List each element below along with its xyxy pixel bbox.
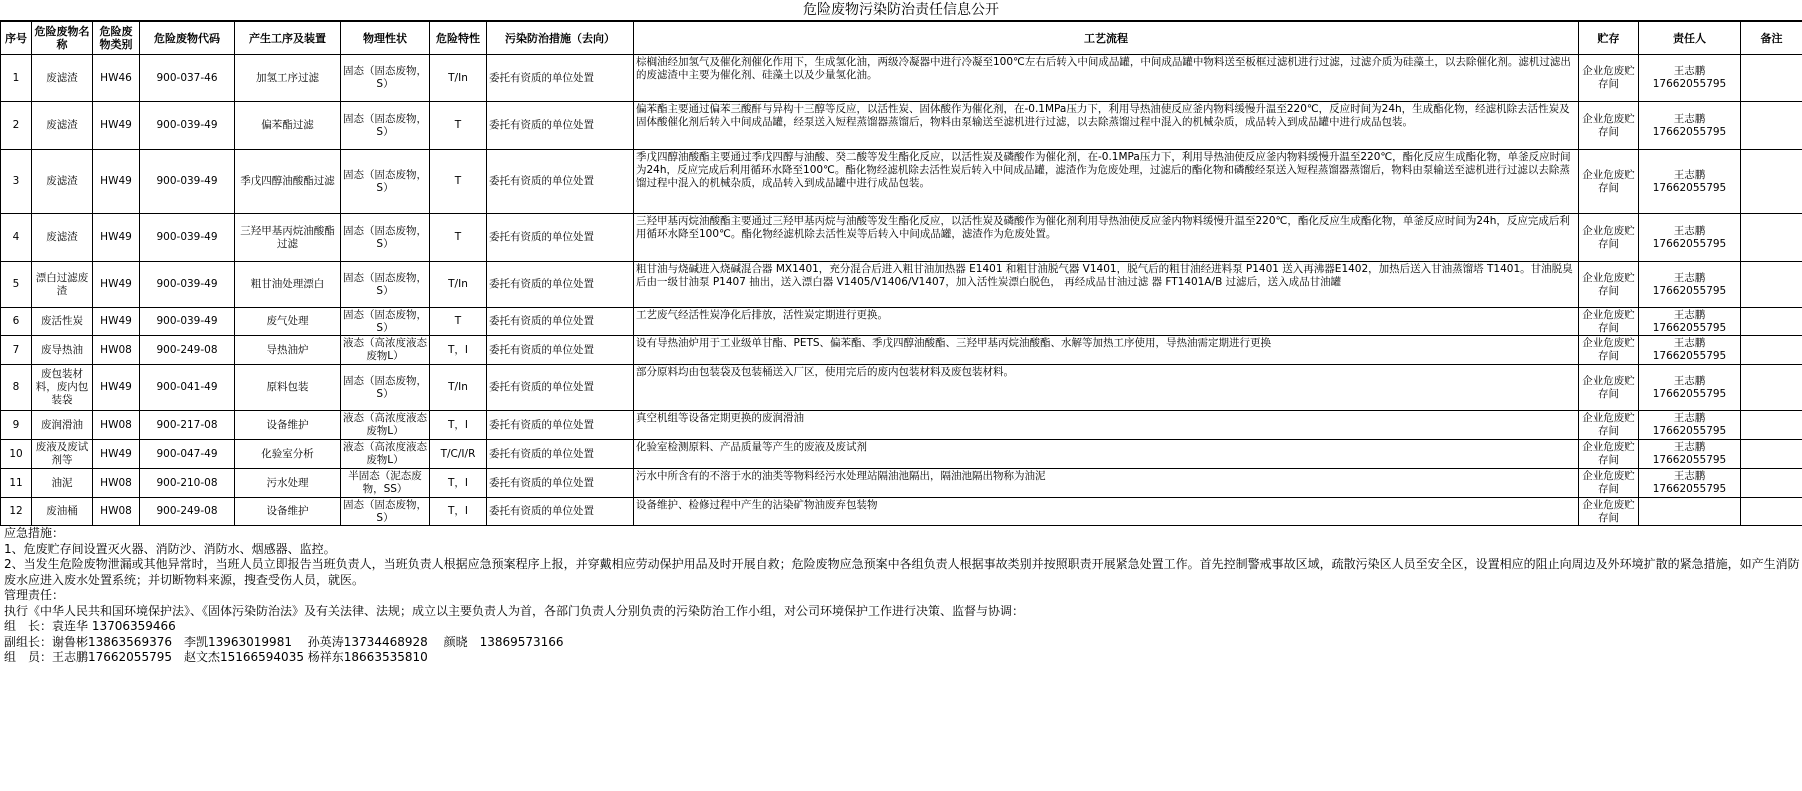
cell-process: 工艺废气经活性炭净化后排放，活性炭定期进行更换。 — [634, 308, 1579, 336]
cell-process: 偏苯酯主要通过偏苯三酸酐与异构十三醇等反应，以活性炭、固体酸作为催化剂，在-0.1MPa压力下，利用导热油使反应釜内物料缓慢升温至220℃，反应时间为24h，生成酯化物，经滤机除去活性炭及固体酸催化剂后转入中间成品罐，经泵送入短程蒸馏器蒸馏后，物料由泵输送至滤机进行过滤，以去除蒸馏过程中混入的机械杂质，成品转入到成品罐中进行成品包装。 — [634, 102, 1579, 150]
cell-storage: 企业危废贮存间 — [1579, 440, 1639, 469]
table-row — [1, 440, 1802, 469]
cell-storage: 企业危废贮存间 — [1579, 411, 1639, 440]
cell-code: 900-249-08 — [140, 336, 235, 365]
cell-hazard: T — [430, 102, 487, 150]
cell-source: 设备维护 — [235, 498, 341, 526]
cell-source: 原料包装 — [235, 365, 341, 411]
cell-category: HW46 — [93, 55, 140, 102]
cell-source: 粗甘油处理漂白 — [235, 262, 341, 308]
cell-category: HW49 — [93, 262, 140, 308]
cell-process: 部分原料均由包装袋及包装桶送入厂区，使用完后的废内包装材料及废包装材料。 — [634, 365, 1579, 411]
responsible-name: 王志鹏 — [1673, 308, 1706, 321]
responsible-name: 王志鹏 — [1673, 168, 1706, 181]
responsible-phone: 17662055795 — [1652, 387, 1727, 400]
cell-measure: 委托有资质的单位处置 — [487, 308, 634, 336]
cell-category: HW49 — [93, 440, 140, 469]
cell-name: 废滤渣 — [32, 214, 93, 262]
cell-physical: 液态（高浓度液态废物L） — [341, 336, 430, 365]
table-row — [1, 150, 1802, 214]
cell-hazard: T/In — [430, 55, 487, 102]
cell-hazard: T，I — [430, 469, 487, 498]
responsible-phone: 17662055795 — [1652, 350, 1727, 362]
cell-measure: 委托有资质的单位处置 — [487, 498, 634, 526]
cell-responsible — [1639, 469, 1741, 498]
header-name: 危险废物名称 — [32, 22, 93, 55]
header-hazard: 危险特性 — [430, 22, 487, 55]
note-line: 管理责任： — [4, 588, 65, 602]
cell-name: 废滤渣 — [32, 55, 93, 102]
header-physical: 物理性状 — [341, 22, 430, 55]
header-storage: 贮存 — [1579, 22, 1639, 55]
cell-category: HW49 — [93, 365, 140, 411]
responsible-phone: 17662055795 — [1652, 425, 1727, 437]
responsible-name: 王志鹏 — [1673, 412, 1706, 424]
cell-responsible — [1639, 498, 1741, 526]
header-measure: 污染防治措施（去向） — [487, 22, 634, 55]
cell-category: HW49 — [93, 308, 140, 336]
cell-process: 设有导热油炉用于工业级单甘酯、PETS、偏苯酯、季戊四醇油酸酯、三羟甲基丙烷油酸酯、水解等加热工序使用，导热油需定期进行更换 — [634, 336, 1579, 365]
cell-category: HW49 — [93, 150, 140, 214]
responsible-name: 王志鹏 — [1673, 224, 1706, 237]
cell-physical: 固态（固态废物，S） — [341, 262, 430, 308]
cell-responsible — [1639, 336, 1741, 365]
cell-process: 粗甘油与烧碱进入烧碱混合器 MX1401，充分混合后进入粗甘油加热器 E1401 和粗甘油脱气器 V1401，脱气后的粗甘油经进料泵 P1401 送入再沸器E1402，加热后送入甘油蒸馏塔 T1401。甘油脱臭后由一级甘油泵 P1407 抽出，送入漂白器 V1405/V1406/V1407，加入活性炭漂白脱色， 再经成品甘油过滤 器 FT1401A/B 过滤后，送入成品甘油罐 — [634, 262, 1579, 308]
cell-source: 废气处理 — [235, 308, 341, 336]
cell-measure: 委托有资质的单位处置 — [487, 102, 634, 150]
note-line: 副组长：谢鲁彬13863569376 李凯13963019981 孙英涛13734468928 颜晓 13869573166 — [4, 634, 564, 649]
cell-seq: 11 — [1, 469, 32, 498]
cell-hazard: T，I — [430, 336, 487, 365]
cell-hazard: T — [430, 214, 487, 262]
responsible-phone: 17662055795 — [1652, 483, 1727, 495]
header-process: 工艺流程 — [634, 22, 1579, 55]
cell-physical: 固态（固态废物，S） — [341, 214, 430, 262]
cell-responsible — [1639, 308, 1741, 336]
table-header-row — [1, 22, 1802, 55]
table-row — [1, 102, 1802, 150]
cell-remark — [1741, 262, 1802, 308]
responsible-name: 王志鹏 — [1673, 470, 1706, 482]
cell-remark — [1741, 55, 1802, 102]
responsible-name: 王志鹏 — [1673, 271, 1706, 284]
cell-process: 真空机组等设备定期更换的废润滑油 — [634, 411, 1579, 440]
cell-storage: 企业危废贮存间 — [1579, 365, 1639, 411]
cell-physical: 固态（固态废物，S） — [341, 365, 430, 411]
cell-name: 废油桶 — [32, 498, 93, 526]
cell-responsible — [1639, 102, 1741, 150]
cell-storage: 企业危废贮存间 — [1579, 150, 1639, 214]
cell-hazard: T — [430, 150, 487, 214]
cell-code: 900-039-49 — [140, 102, 235, 150]
cell-name: 废包装材料，废内包装袋 — [32, 365, 93, 411]
cell-seq: 6 — [1, 308, 32, 336]
cell-hazard: T，I — [430, 411, 487, 440]
cell-remark — [1741, 440, 1802, 469]
cell-remark — [1741, 336, 1802, 365]
cell-source: 化验室分析 — [235, 440, 341, 469]
cell-name: 油泥 — [32, 469, 93, 498]
responsible-phone: 17662055795 — [1652, 181, 1727, 194]
cell-remark — [1741, 411, 1802, 440]
note-line: 1、危废贮存间设置灭火器、消防沙、消防水、烟感器、监控。 — [4, 541, 336, 556]
responsible-phone: 17662055795 — [1652, 78, 1727, 90]
cell-source: 季戊四醇油酸酯过滤 — [235, 150, 341, 214]
table-row — [1, 55, 1802, 102]
note-line: 组 员：王志鹏17662055795 赵文杰15166594035 杨祥东18663535810 — [4, 650, 428, 664]
cell-process: 化验室检测原料、产品质量等产生的废液及废试剂 — [634, 440, 1579, 469]
header-source: 产生工序及装置 — [235, 22, 341, 55]
cell-hazard: T — [430, 308, 487, 336]
cell-remark — [1741, 102, 1802, 150]
cell-name: 废滤渣 — [32, 102, 93, 150]
cell-measure: 委托有资质的单位处置 — [487, 411, 634, 440]
cell-storage: 企业危废贮存间 — [1579, 55, 1639, 102]
cell-category: HW49 — [93, 214, 140, 262]
cell-source: 加氢工序过滤 — [235, 55, 341, 102]
cell-seq: 8 — [1, 365, 32, 411]
cell-process: 季戊四醇油酸酯主要通过季戊四醇与油酸、癸二酸等发生酯化反应，以活性炭及磷酸作为催化剂，在-0.1MPa压力下，利用导热油使反应釜内物料缓慢升温至220℃，酯化反应生成酯化物，单釜反应时间为24h，反应完成后利用循环水降至100℃。酯化物经滤机除去活性炭后转入中间成品罐，滤渣作为危废处理，过滤后的酯化物和磷酸经泵送入短程蒸馏器蒸馏后，物料由泵输送至滤机进行过滤以去除蒸馏过程中混入的机械杂质，成品转入到成品罐中进行成品包装。 — [634, 150, 1579, 214]
responsible-name: 王志鹏 — [1673, 65, 1706, 77]
cell-code: 900-039-49 — [140, 214, 235, 262]
cell-category: HW08 — [93, 498, 140, 526]
note-line: 应急措施： — [4, 526, 65, 540]
cell-measure: 委托有资质的单位处置 — [487, 55, 634, 102]
cell-code: 900-249-08 — [140, 498, 235, 526]
cell-process: 设备维护、检修过程中产生的沾染矿物油废弃包装物 — [634, 498, 1579, 526]
cell-physical: 固态（固态废物，S） — [341, 308, 430, 336]
cell-hazard: T/In — [430, 365, 487, 411]
table-row — [1, 469, 1802, 498]
hazardous-waste-table — [0, 21, 1802, 526]
cell-physical: 液态（高浓度液态废物L） — [341, 440, 430, 469]
table-row — [1, 336, 1802, 365]
cell-source: 设备维护 — [235, 411, 341, 440]
cell-category: HW08 — [93, 336, 140, 365]
responsible-phone: 17662055795 — [1652, 321, 1727, 334]
cell-physical: 半固态（泥态废物，SS） — [341, 469, 430, 498]
cell-responsible — [1639, 150, 1741, 214]
cell-measure: 委托有资质的单位处置 — [487, 262, 634, 308]
cell-responsible — [1639, 365, 1741, 411]
cell-measure: 委托有资质的单位处置 — [487, 336, 634, 365]
cell-measure: 委托有资质的单位处置 — [487, 440, 634, 469]
cell-storage: 企业危废贮存间 — [1579, 214, 1639, 262]
cell-code: 900-047-49 — [140, 440, 235, 469]
cell-physical: 液态（高浓度液态废物L） — [341, 411, 430, 440]
cell-process: 三羟甲基丙烷油酸酯主要通过三羟甲基丙烷与油酸等发生酯化反应，以活性炭及磷酸作为催化剂利用导热油使反应釜内物料缓慢升温至220℃，酯化反应生成酯化物，单釜反应时间为24h，反应完成后利用循环水降至100℃。酯化物经滤机除去活性炭等后转入中间成品罐，滤渣作为危废处置。 — [634, 214, 1579, 262]
header-category: 危险废物类别 — [93, 22, 140, 55]
cell-code: 900-037-46 — [140, 55, 235, 102]
cell-remark — [1741, 498, 1802, 526]
responsible-phone: 17662055795 — [1652, 454, 1727, 466]
cell-physical: 固态（固态废物，S） — [341, 498, 430, 526]
responsible-phone: 17662055795 — [1652, 125, 1727, 138]
cell-source: 偏苯酯过滤 — [235, 102, 341, 150]
cell-physical: 固态（固态废物，S） — [341, 150, 430, 214]
table-row — [1, 498, 1802, 526]
cell-remark — [1741, 469, 1802, 498]
cell-category: HW08 — [93, 469, 140, 498]
cell-seq: 10 — [1, 440, 32, 469]
header-responsible: 责任人 — [1639, 22, 1741, 55]
responsible-phone: 17662055795 — [1652, 237, 1727, 250]
responsible-name: 王志鹏 — [1673, 337, 1706, 349]
cell-responsible — [1639, 214, 1741, 262]
cell-responsible — [1639, 55, 1741, 102]
responsible-phone: 17662055795 — [1652, 284, 1727, 297]
cell-storage: 企业危废贮存间 — [1579, 102, 1639, 150]
cell-storage: 企业危废贮存间 — [1579, 469, 1639, 498]
cell-code: 900-039-49 — [140, 308, 235, 336]
note-line: 执行《中华人民共和国环境保护法》、《固体污染防治法》及有关法律、法规；成立以主要负责人为首，各部门负责人分别负责的污染防治工作小组，对公司环境保护工作进行决策、监督与协调： — [4, 603, 1025, 618]
cell-responsible — [1639, 262, 1741, 308]
cell-code: 900-210-08 — [140, 469, 235, 498]
cell-remark — [1741, 150, 1802, 214]
cell-category: HW08 — [93, 411, 140, 440]
table-row — [1, 365, 1802, 411]
cell-remark — [1741, 308, 1802, 336]
cell-physical: 固态（固态废物，S） — [341, 102, 430, 150]
cell-seq: 7 — [1, 336, 32, 365]
cell-physical: 固态（固态废物，S） — [341, 55, 430, 102]
cell-seq: 9 — [1, 411, 32, 440]
cell-measure: 委托有资质的单位处置 — [487, 150, 634, 214]
table-row — [1, 214, 1802, 262]
table-row — [1, 262, 1802, 308]
cell-code: 900-039-49 — [140, 150, 235, 214]
cell-seq: 12 — [1, 498, 32, 526]
notes-section — [0, 526, 1802, 666]
cell-storage: 企业危废贮存间 — [1579, 308, 1639, 336]
cell-seq: 4 — [1, 214, 32, 262]
header-seq: 序号 — [1, 22, 32, 55]
cell-name: 废滤渣 — [32, 150, 93, 214]
cell-hazard: T/C/I/R — [430, 440, 487, 469]
cell-measure: 委托有资质的单位处置 — [487, 469, 634, 498]
header-remark: 备注 — [1741, 22, 1802, 55]
cell-remark — [1741, 214, 1802, 262]
cell-seq: 5 — [1, 262, 32, 308]
cell-storage: 企业危废贮存间 — [1579, 498, 1639, 526]
note-line: 2、当发生危险废物泄漏或其他异常时，当班人员立即报告当班负责人，当班负责人根据应急预案程序上报，并穿戴相应劳动保护用品及时开展自救；危险废物应急预案中各组负责人根据事故类别并按照职责开展紧急处置工作。首先控制警戒事故区域，疏散污染区人员至安全区，设置相应的阻止向周边及外环境扩散的紧急措施，如产生消防废水应进入废水处置系统；并切断物料来源，搜查受伤人员，就医。 — [4, 557, 1800, 587]
cell-measure: 委托有资质的单位处置 — [487, 365, 634, 411]
cell-storage: 企业危废贮存间 — [1579, 262, 1639, 308]
cell-name: 废润滑油 — [32, 411, 93, 440]
cell-hazard: T，I — [430, 498, 487, 526]
table-body — [1, 55, 1802, 526]
cell-process: 棕榈油经加氢气及催化剂催化作用下，生成氢化油，两级冷凝器中进行冷凝至100℃左右后转入中间成品罐，中间成品罐中物料送至板框过滤机进行过滤，过滤介质为硅藻土，以去除催化剂。滤机过滤出的废滤渣中主要为催化剂、硅藻土以及少量氢化油。 — [634, 55, 1579, 102]
cell-responsible — [1639, 440, 1741, 469]
table-row — [1, 411, 1802, 440]
cell-seq: 2 — [1, 102, 32, 150]
cell-name: 废液及废试剂等 — [32, 440, 93, 469]
cell-measure: 委托有资质的单位处置 — [487, 214, 634, 262]
responsible-name: 王志鹏 — [1673, 374, 1706, 387]
cell-code: 900-039-49 — [140, 262, 235, 308]
cell-name: 漂白过滤废渣 — [32, 262, 93, 308]
cell-responsible — [1639, 411, 1741, 440]
responsible-name: 王志鹏 — [1673, 441, 1706, 453]
table-row — [1, 308, 1802, 336]
cell-source: 污水处理 — [235, 469, 341, 498]
cell-name: 废活性炭 — [32, 308, 93, 336]
note-line: 组 长：袁连华 13706359466 — [4, 619, 176, 633]
cell-remark — [1741, 365, 1802, 411]
cell-name: 废导热油 — [32, 336, 93, 365]
cell-source: 导热油炉 — [235, 336, 341, 365]
cell-hazard: T/In — [430, 262, 487, 308]
cell-source: 三羟甲基丙烷油酸酯过滤 — [235, 214, 341, 262]
cell-seq: 3 — [1, 150, 32, 214]
cell-code: 900-041-49 — [140, 365, 235, 411]
cell-process: 污水中所含有的不溶于水的油类等物料经污水处理站隔油池隔出，隔油池隔出物称为油泥 — [634, 469, 1579, 498]
header-code: 危险废物代码 — [140, 22, 235, 55]
cell-category: HW49 — [93, 102, 140, 150]
cell-seq: 1 — [1, 55, 32, 102]
responsible-name: 王志鹏 — [1673, 112, 1706, 125]
page-title: 危险废物污染防治责任信息公开 — [0, 0, 1802, 21]
cell-code: 900-217-08 — [140, 411, 235, 440]
cell-storage: 企业危废贮存间 — [1579, 336, 1639, 365]
